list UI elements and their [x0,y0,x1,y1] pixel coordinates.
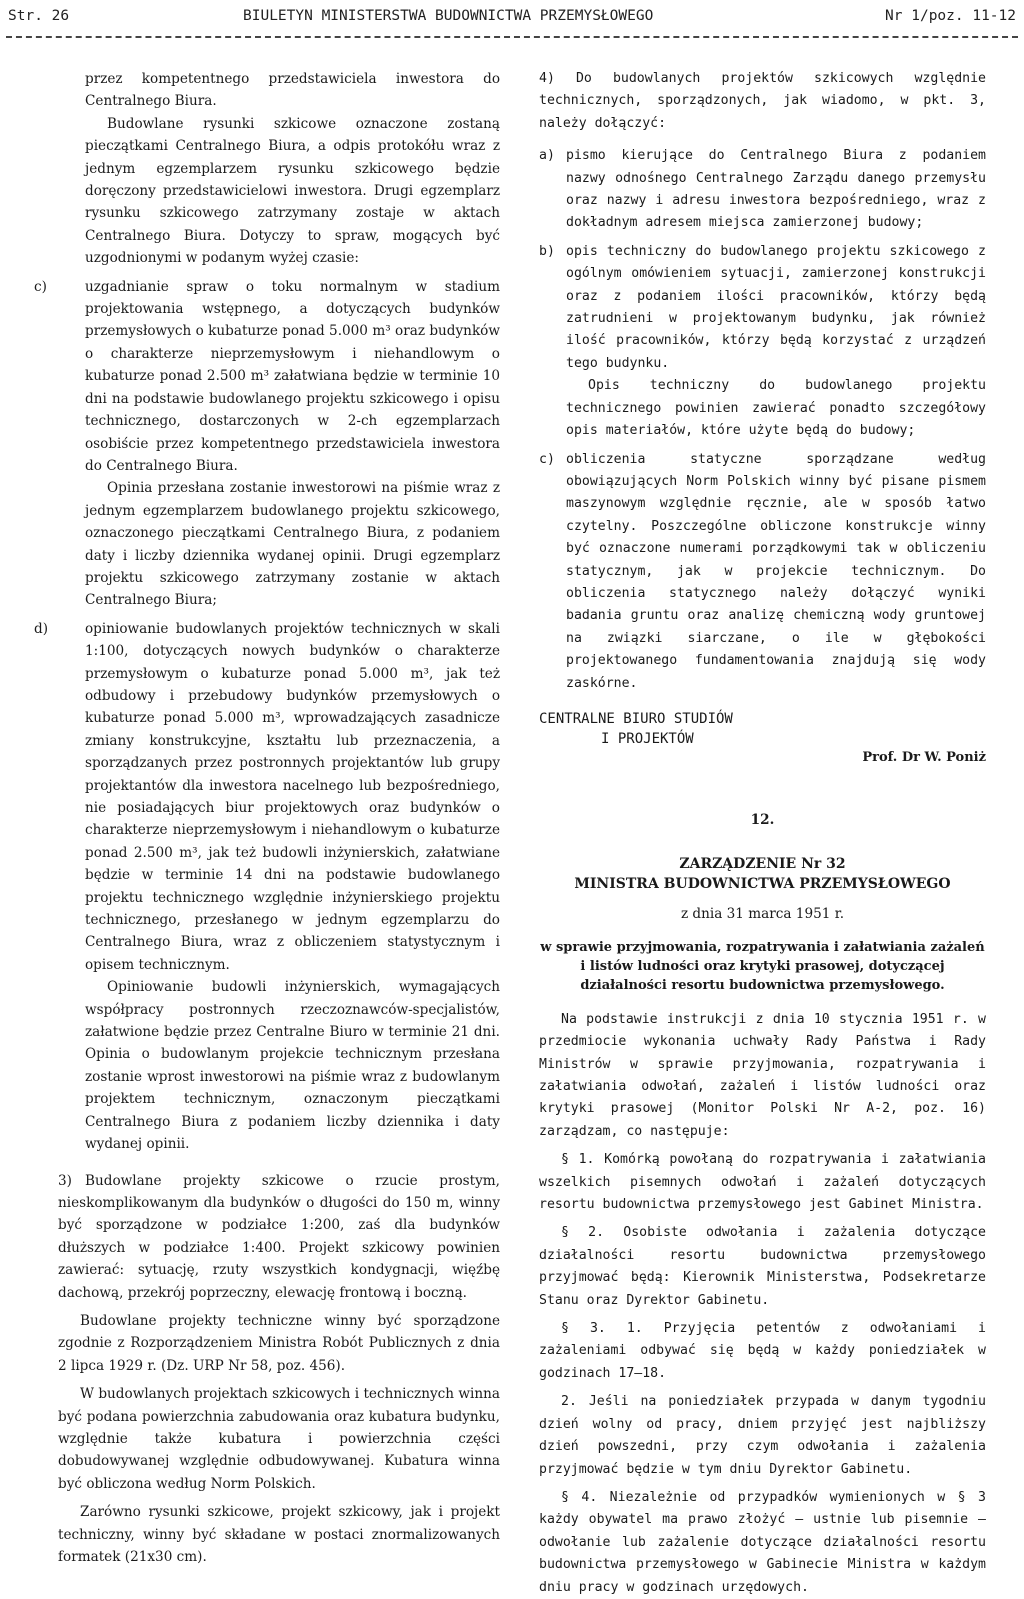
paragraph: opiniowanie budowlanych projektów technicznych w skali 1:100, dotyczących nowych budynków o charakterze przemysłowym o kubaturze ponad 5.000 m³, jak też odbudowy i przebudowy budynków przemysłowych o kubaturze ponad 5.000 m³, wprowadzających zasadnicze zmiany konstrukcyjne, kształtu lub przeznaczenia, a sporządzanych przez postronnych projektantów lub grupy projektantów dla inwestora nacelnego lub bezpośredniego, nie posiadających biur projektowych oraz budynków o charakterze nieprzemysłowym i niehandlowym o kubaturze ponad 2.500 m³, jak też budowli inżynierskich, załatwiane będzie w terminie 14 dni na podstawie budowlanego projektu technicznego względnie inżynierskiego projektu technicznego, przesłanego w jednym egzemplarzu do Centralnego Biura, wraz z obliczeniem statystycznym i opisem technicznym. [85,620,500,973]
paragraph: Zarówno rysunki szkicowe, projekt szkicowy, jak i projekt techniczny, winny być składane w postaci znormalizowanych formatek (21x30 cm). [58,1504,500,1565]
signature-block [539,709,986,749]
page-number: Str. 26 [8,8,70,24]
paragraph: Budowlane projekty szkicowe o rzucie prostym, nieskomplikowanym dla budynków o długości do 150 m, winny być sporządzone w podziałce 1:200, zaś dla budynków dłuższych w podziałce 1:400. Projekt szkicowy powinien zawierać: sytuację, rzuty wszystkich kondygnacji, więźbę dachową, przekrój poprzeczny, elewację frontową i boczną. [58,1172,500,1301]
journal-title: BIULETYN MINISTERSTWA BUDOWNICTWA PRZEMYSŁOWEGO [243,8,654,24]
issue-reference: Nr 1/poz. 11-12 [885,8,1016,24]
decree-date: z dnia 31 marca 1951 r. [680,905,845,922]
list-label: b) [539,243,555,259]
list-label: c) [539,451,555,467]
left-column [34,68,500,1568]
list-item-b [539,241,986,443]
institution-line: I PROJEKTÓW [601,730,694,747]
list-label: a) [539,148,555,164]
right-column [539,68,986,1599]
paragraph: Opis techniczny do budowlanego projektu technicznego powinien zawierać ponadto szczegółowy opis materiałów, które użyte będą do budowy; [566,378,986,439]
paragraph: Opiniowanie budowli inżynierskich, wymagających współpracy postronnych rzeczoznawców-specjalistów, załatwione będzie przez Centralne Biuro w terminie 21 dni. Opinia o budowlanym projekcie technicznym przesłana zostanie wprost inwestorowi na piśmie wraz z budowlanym projektem technicznym, oznaczonym pieczątkami Centralnego Biura z podaniem liczby dziennika i daty wydanej opinii. [85,979,500,1153]
paragraph: opis techniczny do budowlanego projektu szkicowego z ogólnym omówieniem sytuacji, zamierzonej konstrukcji oraz z podaniem ilości pracowników, którzy będą zatrudnieni w projektowanym budynku, jak również ilość pracowników, którzy będą korzystać z urządzeń tego budynku. [566,243,986,371]
list-label: 3) [58,1172,72,1189]
paragraph: Budowlane projekty techniczne winny być sporządzone zgodnie z Rozporządzeniem Ministra Robót Publicznych z dnia 2 lipca 1929 r. (Dz. URP Nr 58, poz. 456). [58,1312,500,1374]
paragraph: 4) Do budowlanych projektów szkicowych względnie technicznych, sporządzonych, jak wiadomo, w pkt. 3, należy dołączyć: [539,71,986,131]
decree-summary: w sprawie przyjmowania, rozpatrywania i załatwiania zażaleń i listów ludności oraz krytyki prasowej, dotyczącej działalności resortu budownictwa przemysłowego. [540,939,985,993]
paragraph: Na podstawie instrukcji z dnia 10 stycznia 1951 r. w przedmiocie wykonania uchwały Rady Państwa i Rady Ministrów w sprawie przyjmowania, rozpatrywania i załatwiania odwołań, zażaleń i listów ludności oraz krytyki prasowej (Monitor Polski Nr A-2, poz. 16) zarządzam, co następuje: [539,1011,986,1139]
list-item-d [34,618,500,1156]
paragraph: Opinia przesłana zostanie inwestorowi na piśmie wraz z jednym egzemplarzem budowlanego projektu szkicowego, oznaczonego pieczątkami Centralnego Biura, z podaniem daty i liczby dziennika wydanej opinii. Drugi egzemplarz projektu szkicowego zatrzymany zostanie w aktach Centralnego Biura; [85,480,500,609]
list-label: d) [34,620,49,637]
list-label: c) [34,278,47,295]
section-3-2: 2. Jeśli na poniedziałek przypada w danym tygodniu dzień wolny od pracy, dniem przyjęć jest najbliższy dzień powszedni, przy czym odwołania i zażalenia przyjmować będzie w tym dniu Dyrektor Gabinetu. [539,1394,986,1477]
signer-name: Prof. Dr W. Poniż [862,749,986,765]
point-3 [58,1170,500,1304]
page-header [8,8,1016,30]
section-1: § 1. Komórką powołaną do rozpatrywania i załatwiania wszelkich pisemnych odwołań i zażaleń dotyczących resortu budownictwa przemysłowego jest Gabinet Ministra. [539,1152,986,1213]
paragraph: uzgadnianie spraw o toku normalnym w stadium projektowania wstępnego, a dotyczących budynków przemysłowych o kubaturze ponad 5.000 m³ oraz budynków o charakterze nieprzemysłowym i niehandlowym o kubaturze ponad 2.500 m³ załatwiana będzie w terminie 10 dni na podstawie budowlanego projektu szkicowego i opisu technicznego, dostarczonych w 2-ch egzemplarzach osobiście przez kompetentnego przedstawiciela inwestora do Centralnego Biura. [85,278,500,474]
list-item-a [539,145,986,235]
section-2: § 2. Osobiste odwołania i zażalenia dotyczące działalności resortu budownictwa przemysłowego przyjmować będą: Kierownik Ministerstwa, Podsekretarze Stanu oraz Dyrektor Gabinetu. [539,1225,986,1308]
paragraph: W budowlanych projektach szkicowych i technicznych winna być podana powierzchnia zabudowania oraz kubatura budynku, względnie także kubatura i powierzchnia części dobudowywanej względnie odbudowywanej. Kubatura winna być obliczona według Norm Polskich. [58,1386,500,1492]
list-item-c [34,276,500,612]
decree-title: ZARZĄDZENIE Nr 32 [679,855,846,872]
paragraph: przez kompetentnego przedstawiciela inwestora do Centralnego Biura. [85,71,500,110]
header-rule [6,36,1018,38]
institution-line: CENTRALNE BIURO STUDIÓW [539,710,733,727]
decree-issuer: MINISTRA BUDOWNICTWA PRZEMYSŁOWEGO [574,875,951,892]
paragraph: Budowlane rysunki szkicowe oznaczone zostaną pieczątkami Centralnego Biura, a odpis protokółu wraz z jednym egzemplarzem rysunku szkicowego będzie doręczony przedstawicielowi inwestora. Drugi egzemplarz rysunku szkicowego zatrzymany zostaje w aktach Centralnego Biura. Dotyczy to spraw, mogących być uzgodnionymi w podanym wyżej czasie: [85,115,500,267]
section-4: § 4. Niezależnie od przypadków wymienionych w § 3 każdy obywatel ma prawo złożyć — ustnie lub pisemnie — odwołanie lub zażalenie dotyczące działalności resortu budownictwa przemysłowego w Gabinecie Ministra w każdym dniu pracy w godzinach urzędowych. [539,1489,986,1595]
list-item-c [539,449,986,695]
paragraph: obliczenia statyczne sporządzane według obowiązujących Norm Polskich winny być pisane pismem maszynowym względnie ręcznie, ale w sposób łatwo czytelny. Poszczególne obliczone konstrukcje winny być oznaczone numerami porządkowymi tak w obliczeniu statycznym, jak w projekcie technicznym. Do obliczenia statycznego należy dołączyć wyniki badania gruntu oraz analizę chemiczną wody gruntowej na związki siarczane, o ile w głębokości projektowanego fundamentowania znajdują się wody zaskórne. [566,451,986,691]
paragraph: pismo kierujące do Centralnego Biura z podaniem nazwy odnośnego Centralnego Zarządu danego przemysłu oraz nazwy i adresu inwestora bezpośredniego, wraz z dokładnym adresem miejsca zamierzonej budowy; [566,148,986,231]
section-3-1: § 3. 1. Przyjęcia petentów z odwołaniami i zażaleniami odbywać się będą w każdy poniedziałek w godzinach 17—18. [539,1321,986,1381]
item-number: 12. [750,812,775,829]
